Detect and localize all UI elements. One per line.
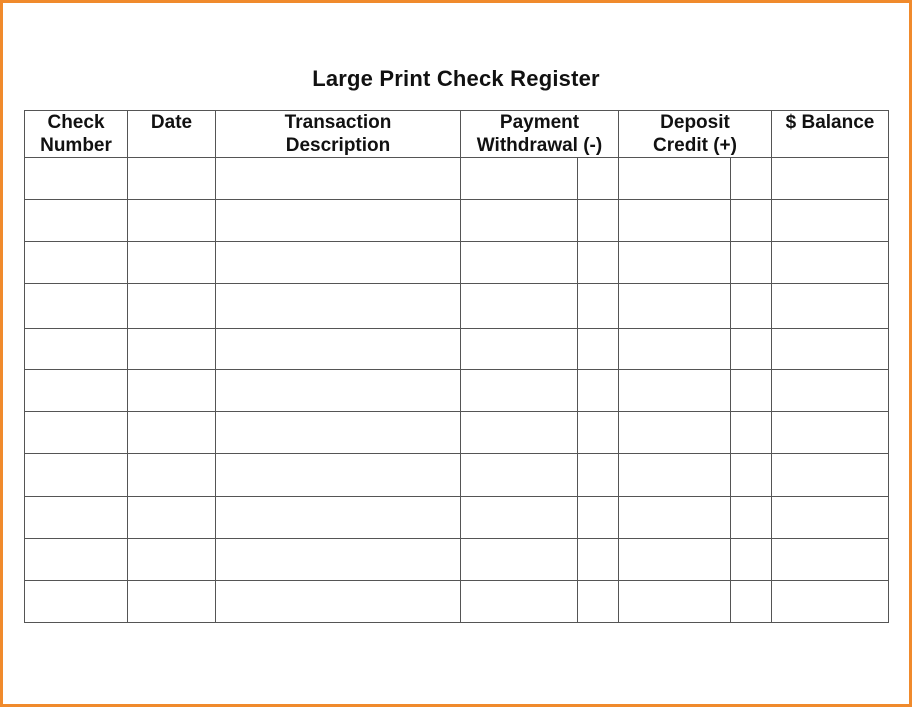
deposit-cents-cell (731, 284, 772, 329)
table-row (25, 158, 889, 200)
withdrawal-cents-cell (578, 412, 619, 454)
deposit-dollars-cell (619, 284, 731, 329)
check-number-cell (25, 242, 128, 284)
header-balance: $ Balance (772, 111, 889, 158)
deposit-dollars-cell (619, 581, 731, 623)
check-number-cell (25, 370, 128, 412)
description-cell (216, 581, 461, 623)
withdrawal-dollars-cell (461, 370, 578, 412)
deposit-cents-cell (731, 200, 772, 242)
description-cell (216, 497, 461, 539)
deposit-cents-cell (731, 158, 772, 200)
balance-cell (772, 539, 889, 581)
withdrawal-cents-cell (578, 539, 619, 581)
withdrawal-dollars-cell (461, 412, 578, 454)
balance-cell (772, 158, 889, 200)
header-transaction-description: Transaction Description (216, 111, 461, 158)
description-cell (216, 200, 461, 242)
withdrawal-dollars-cell (461, 242, 578, 284)
balance-cell (772, 284, 889, 329)
header-payment-withdrawal: Payment Withdrawal (-) (461, 111, 619, 158)
date-cell (128, 242, 216, 284)
deposit-cents-cell (731, 242, 772, 284)
deposit-dollars-cell (619, 200, 731, 242)
description-cell (216, 158, 461, 200)
deposit-cents-cell (731, 454, 772, 497)
check-number-cell (25, 158, 128, 200)
balance-cell (772, 581, 889, 623)
table-row (25, 284, 889, 329)
balance-cell (772, 329, 889, 370)
deposit-dollars-cell (619, 454, 731, 497)
deposit-cents-cell (731, 497, 772, 539)
description-cell (216, 242, 461, 284)
withdrawal-dollars-cell (461, 284, 578, 329)
withdrawal-dollars-cell (461, 329, 578, 370)
balance-cell (772, 200, 889, 242)
deposit-dollars-cell (619, 329, 731, 370)
withdrawal-cents-cell (578, 242, 619, 284)
check-register-table (24, 110, 889, 623)
description-cell (216, 284, 461, 329)
deposit-dollars-cell (619, 370, 731, 412)
deposit-cents-cell (731, 581, 772, 623)
check-number-cell (25, 329, 128, 370)
check-number-cell (25, 200, 128, 242)
deposit-cents-cell (731, 370, 772, 412)
check-number-cell (25, 539, 128, 581)
withdrawal-cents-cell (578, 158, 619, 200)
register-body (25, 158, 889, 623)
deposit-cents-cell (731, 539, 772, 581)
withdrawal-dollars-cell (461, 497, 578, 539)
date-cell (128, 284, 216, 329)
description-cell (216, 329, 461, 370)
check-number-cell (25, 284, 128, 329)
withdrawal-cents-cell (578, 329, 619, 370)
withdrawal-dollars-cell (461, 581, 578, 623)
deposit-dollars-cell (619, 497, 731, 539)
withdrawal-cents-cell (578, 454, 619, 497)
balance-cell (772, 454, 889, 497)
withdrawal-cents-cell (578, 284, 619, 329)
table-row (25, 242, 889, 284)
deposit-dollars-cell (619, 158, 731, 200)
table-row (25, 581, 889, 623)
date-cell (128, 497, 216, 539)
balance-cell (772, 412, 889, 454)
check-number-cell (25, 497, 128, 539)
header-date: Date (128, 111, 216, 158)
table-row (25, 454, 889, 497)
description-cell (216, 454, 461, 497)
table-row (25, 329, 889, 370)
withdrawal-cents-cell (578, 370, 619, 412)
header-row (25, 111, 889, 158)
date-cell (128, 200, 216, 242)
balance-cell (772, 370, 889, 412)
check-number-cell (25, 581, 128, 623)
table-row (25, 412, 889, 454)
date-cell (128, 454, 216, 497)
date-cell (128, 158, 216, 200)
date-cell (128, 581, 216, 623)
balance-cell (772, 497, 889, 539)
table-row (25, 200, 889, 242)
withdrawal-dollars-cell (461, 539, 578, 581)
header-check-number: Check Number (25, 111, 128, 158)
check-number-cell (25, 454, 128, 497)
withdrawal-dollars-cell (461, 158, 578, 200)
deposit-dollars-cell (619, 539, 731, 581)
description-cell (216, 539, 461, 581)
withdrawal-cents-cell (578, 200, 619, 242)
withdrawal-dollars-cell (461, 200, 578, 242)
date-cell (128, 370, 216, 412)
check-number-cell (25, 412, 128, 454)
withdrawal-dollars-cell (461, 454, 578, 497)
header-deposit-credit: Deposit Credit (+) (619, 111, 772, 158)
deposit-dollars-cell (619, 412, 731, 454)
page-title: Large Print Check Register (312, 66, 600, 91)
date-cell (128, 539, 216, 581)
balance-cell (772, 242, 889, 284)
deposit-dollars-cell (619, 242, 731, 284)
table-row (25, 539, 889, 581)
deposit-cents-cell (731, 329, 772, 370)
description-cell (216, 412, 461, 454)
withdrawal-cents-cell (578, 581, 619, 623)
description-cell (216, 370, 461, 412)
table-row (25, 370, 889, 412)
date-cell (128, 329, 216, 370)
table-row (25, 497, 889, 539)
withdrawal-cents-cell (578, 497, 619, 539)
deposit-cents-cell (731, 412, 772, 454)
date-cell (128, 412, 216, 454)
